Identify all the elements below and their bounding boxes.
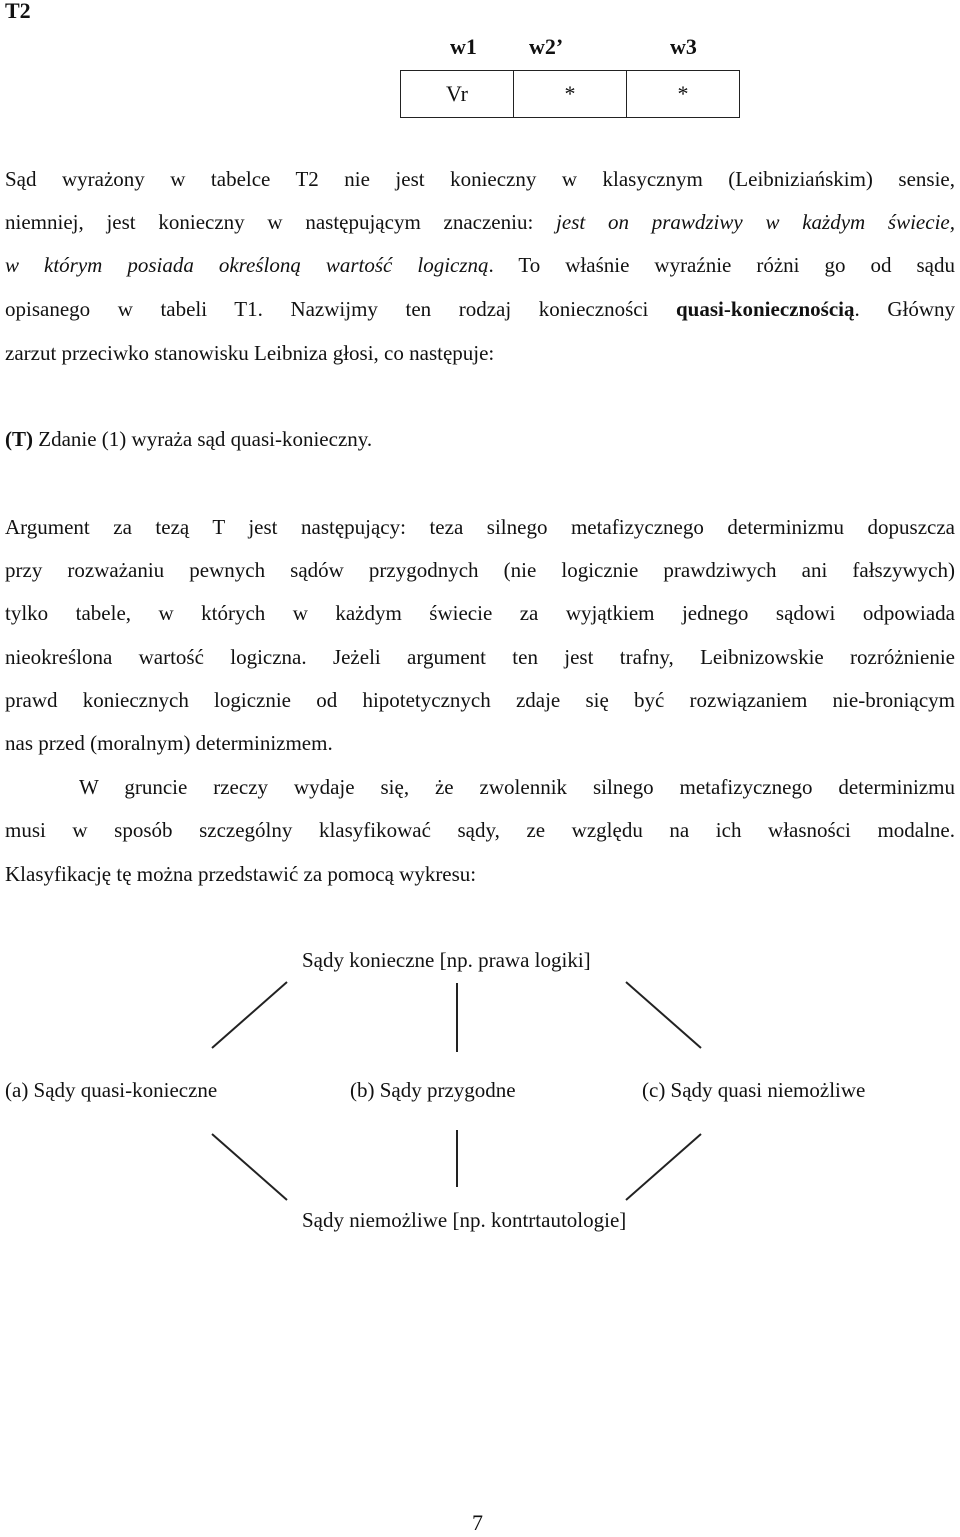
- connector-line: [626, 1134, 701, 1200]
- italic-span: jest on prawdziwy w każdym świecie,: [556, 210, 955, 234]
- connector-line: [212, 1134, 287, 1200]
- italic-span: w którym posiada określoną wartość logiczną: [5, 253, 489, 277]
- column-header-w1: w1: [450, 34, 477, 59]
- page-number: 7: [472, 1510, 483, 1535]
- thesis-text: Zdanie (1) wyraża sąd quasi-konieczny.: [33, 427, 373, 451]
- text-span: opisanego w tabeli T1. Nazwijmy ten rodzaj konieczności: [5, 297, 676, 321]
- paragraph-line: W gruncie rzeczy wydaje się, że zwolennik silnego metafizycznego determinizmu: [79, 775, 955, 799]
- diagram-node-b: (b) Sądy przygodne: [350, 1078, 516, 1102]
- connector-line: [626, 982, 701, 1048]
- table-cell: Vr: [401, 71, 514, 118]
- paragraph-line: musi w sposób szczególny klasyfikować sądy, ze względu na ich własności modalne.: [5, 818, 955, 842]
- diagram-node-c: (c) Sądy quasi niemożliwe: [642, 1078, 866, 1102]
- diagram-node-top: Sądy konieczne [np. prawa logiki]: [302, 948, 591, 972]
- text-span: . Główny: [854, 297, 955, 321]
- paragraph-line: nas przed (moralnym) determinizmem.: [5, 731, 333, 755]
- bold-term: quasi-koniecznością: [675, 297, 855, 321]
- diagram-node-bottom: Sądy niemożliwe [np. kontrtautologie]: [302, 1208, 627, 1232]
- paragraph-line: tylko tabele, w których w każdym świecie za wyjątkiem jednego sądowi odpowiada: [5, 601, 955, 625]
- thesis-label: (T): [5, 427, 33, 451]
- paragraph-line: nieokreślona wartość logiczna. Jeżeli argument ten jest trafny, Leibnizowskie rozróżnienie: [5, 645, 955, 669]
- paragraph-line: zarzut przeciwko stanowisku Leibniza głosi, co następuje:: [5, 341, 495, 365]
- column-header-w2: w2’: [529, 34, 564, 59]
- paragraph-line: Sąd wyrażony w tabelce T2 nie jest konieczny w klasycznym (Leibniziańskim) sensie,: [5, 167, 955, 191]
- text-span: . To właśnie wyraźnie różni go od sądu: [488, 253, 955, 277]
- paragraph-line: Klasyfikację tę można przedstawić za pomocą wykresu:: [5, 862, 477, 886]
- diagram-node-a: (a) Sądy quasi-konieczne: [5, 1078, 218, 1102]
- section-label: T2: [5, 0, 31, 23]
- paragraph-line: prawd koniecznych logicznie od hipotetycznych zdaje się być rozwiązaniem nie-broniącym: [5, 688, 955, 712]
- column-header-w3: w3: [670, 34, 697, 59]
- paragraph-line: przy rozważaniu pewnych sądów przygodnych (nie logicznie prawdziwych ani fałszywych): [5, 558, 955, 582]
- connector-line: [212, 982, 287, 1048]
- paragraph-line: Argument za tezą T jest następujący: teza silnego metafizycznego determinizmu dopuszcza: [5, 515, 955, 539]
- text-span: niemniej, jest konieczny w następującym znaczeniu:: [5, 210, 557, 234]
- table-cell: *: [627, 71, 740, 118]
- table-cell: *: [514, 71, 627, 118]
